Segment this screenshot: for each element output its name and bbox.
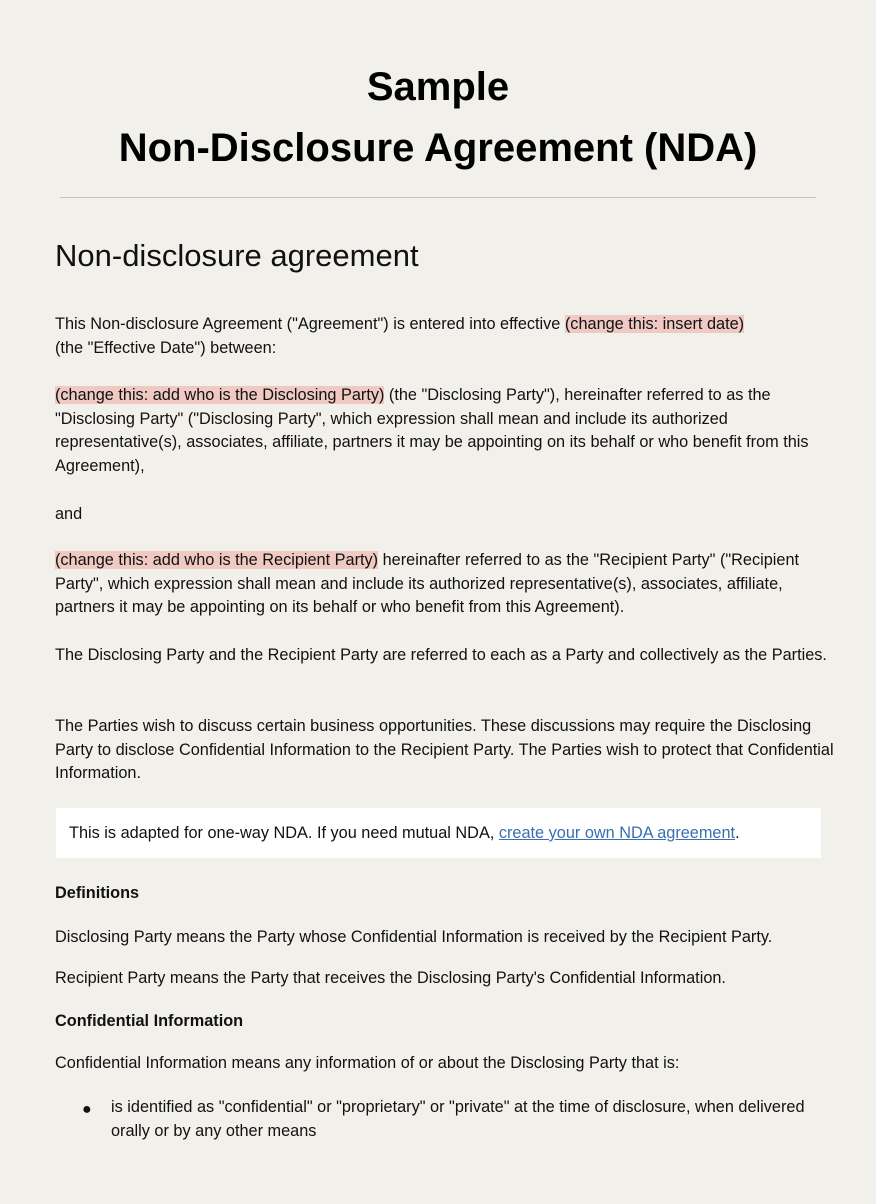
intro-text-after: (the "Effective Date") between: bbox=[55, 338, 277, 357]
confidential-intro: Confidential Information means any information of or about the Disclosing Party that is: bbox=[55, 1054, 680, 1072]
and-text: and bbox=[55, 505, 83, 523]
disclosing-party-definition: Disclosing Party means the Party whose Confidential Information is received by the Recipient Party. bbox=[55, 928, 773, 946]
recipient-party-placeholder[interactable]: (change this: add who is the Recipient Party) bbox=[55, 551, 379, 569]
section-heading: Non-disclosure agreement bbox=[55, 238, 419, 273]
recipient-party-text: hereinafter referred to as the "Recipient Party" ("Recipient Party", which expression shall mean and include its authorized representative(s), associates, affiliate, partners it may be appointing on its behalf or who benefit from this Agreement). bbox=[55, 551, 800, 616]
title-divider bbox=[60, 197, 816, 198]
recipient-party-definition: Recipient Party means the Party that receives the Disclosing Party's Confidential Information. bbox=[55, 969, 726, 987]
parties-paragraph: The Disclosing Party and the Recipient Party are referred to each as a Party and collectively as the Parties. bbox=[55, 646, 827, 664]
list-item: is identified as "confidential" or "proprietary" or "private" at the time of disclosure, when delivered orally or by any other means bbox=[111, 1098, 805, 1140]
disclosing-party-placeholder[interactable]: (change this: add who is the Disclosing Party) bbox=[55, 386, 385, 404]
bullet-icon: ● bbox=[82, 1101, 92, 1118]
date-placeholder[interactable]: (change this: insert date) bbox=[564, 315, 745, 333]
recipient-party-paragraph bbox=[55, 549, 835, 620]
create-nda-link[interactable]: create your own NDA agreement bbox=[498, 824, 736, 842]
definitions-heading: Definitions bbox=[55, 884, 140, 902]
intro-paragraph bbox=[55, 313, 835, 360]
note-text: This is adapted for one-way NDA. If you need mutual NDA, bbox=[69, 824, 499, 842]
intro-text: This Non-disclosure Agreement ("Agreement") is entered into effective bbox=[55, 315, 565, 333]
note-box bbox=[56, 808, 821, 858]
document-title-line1: Sample bbox=[366, 65, 510, 109]
wish-paragraph: The Parties wish to discuss certain business opportunities. These discussions may require the Disclosing Party to disclose Confidential Information to the Recipient Party. The Parties wish to protect that Confidential Information. bbox=[55, 717, 834, 782]
disclosing-party-paragraph bbox=[55, 384, 835, 478]
disclosing-party-text: (the "Disclosing Party"), hereinafter referred to as the "Disclosing Party" ("Disclosing Party", which expression shall mean and include its authorized representative(s), associates, affiliate, partners it may be appointing on its behalf or who benefit from this Agreement), bbox=[55, 386, 809, 475]
document-title-line2: Non-Disclosure Agreement (NDA) bbox=[118, 126, 758, 170]
note-period: . bbox=[735, 824, 740, 842]
confidential-heading: Confidential Information bbox=[55, 1012, 244, 1030]
